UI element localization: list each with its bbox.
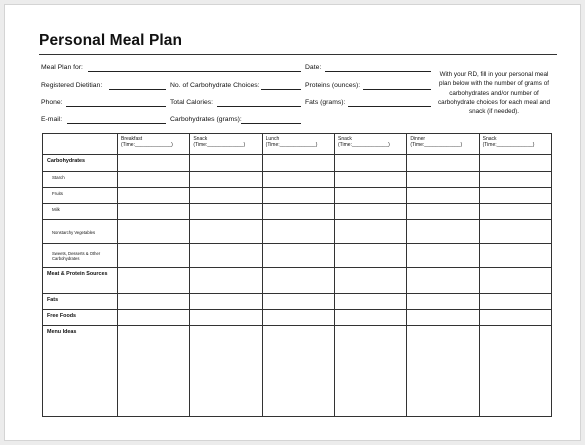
table-cell[interactable] xyxy=(479,204,551,220)
fats-field[interactable] xyxy=(348,106,431,107)
table-cell[interactable] xyxy=(118,220,190,244)
table-cell[interactable] xyxy=(479,220,551,244)
table-cell[interactable] xyxy=(407,326,479,417)
column-time: (Time:_____________) xyxy=(265,142,318,148)
table-cell[interactable] xyxy=(118,188,190,204)
table-cell[interactable] xyxy=(262,244,334,268)
meal-plan-page xyxy=(4,4,581,441)
row-label-milk: Milk xyxy=(43,204,118,220)
table-cell[interactable] xyxy=(334,204,406,220)
registered-dietitian-field[interactable] xyxy=(109,89,166,90)
phone-label: Phone: xyxy=(41,99,63,106)
header-row xyxy=(43,134,552,155)
column-time: (Time:_____________) xyxy=(193,142,246,148)
row-label-free-foods: Free Foods xyxy=(43,310,118,326)
table-cell[interactable] xyxy=(407,294,479,310)
meal-plan-for-field[interactable] xyxy=(88,71,301,72)
table-cell[interactable] xyxy=(190,155,262,172)
table-cell[interactable] xyxy=(479,268,551,294)
table-cell[interactable] xyxy=(262,155,334,172)
date-field[interactable] xyxy=(325,71,431,72)
table-cell[interactable] xyxy=(118,204,190,220)
fats-label: Fats (grams): xyxy=(305,99,346,106)
table-cell[interactable] xyxy=(334,220,406,244)
header-dinner[interactable] xyxy=(407,134,479,155)
row-sweets xyxy=(43,244,552,268)
row-fruits xyxy=(43,188,552,204)
row-carbohydrates xyxy=(43,155,552,172)
table-cell[interactable] xyxy=(190,204,262,220)
table-cell[interactable] xyxy=(479,326,551,417)
total-calories-field[interactable] xyxy=(217,106,301,107)
table-cell[interactable] xyxy=(190,326,262,417)
email-field[interactable] xyxy=(67,123,166,124)
row-label-menu-ideas: Menu Ideas xyxy=(43,326,118,417)
email-label: E-mail: xyxy=(41,116,63,123)
table-cell[interactable] xyxy=(190,172,262,188)
table-cell[interactable] xyxy=(407,244,479,268)
table-cell[interactable] xyxy=(407,188,479,204)
column-time: (Time:_____________) xyxy=(121,142,173,148)
table-cell[interactable] xyxy=(407,268,479,294)
row-milk xyxy=(43,204,552,220)
header-snack-2[interactable] xyxy=(334,134,406,155)
row-label-starch: Starch xyxy=(43,172,118,188)
row-fats xyxy=(43,294,552,310)
registered-dietitian-label: Registered Dietitian: xyxy=(41,82,103,89)
table-cell[interactable] xyxy=(190,294,262,310)
carbohydrates-grams-label: Carbohydrates (grams): xyxy=(170,116,242,123)
table-cell[interactable] xyxy=(479,155,551,172)
table-cell[interactable] xyxy=(334,268,406,294)
table-cell[interactable] xyxy=(479,310,551,326)
column-name: Snack xyxy=(482,136,497,142)
phone-field[interactable] xyxy=(66,106,166,107)
table-cell[interactable] xyxy=(262,310,334,326)
row-free-foods xyxy=(43,310,552,326)
meal-plan-table xyxy=(42,133,552,417)
table-cell[interactable] xyxy=(334,310,406,326)
table-cell[interactable] xyxy=(334,294,406,310)
header-snack-1[interactable] xyxy=(190,134,262,155)
column-time: (Time:_____________) xyxy=(337,142,390,148)
table-cell[interactable] xyxy=(479,172,551,188)
row-label-carbohydrates: Carbohydrates xyxy=(43,155,118,172)
table-cell[interactable] xyxy=(262,172,334,188)
proteins-label: Proteins (ounces): xyxy=(305,82,361,89)
row-label-fruits: Fruits xyxy=(43,188,118,204)
carb-choices-label: No. of Carbohydrate Choices: xyxy=(170,82,260,89)
table-cell[interactable] xyxy=(262,220,334,244)
carbohydrates-grams-field[interactable] xyxy=(241,123,301,124)
table-cell[interactable] xyxy=(118,294,190,310)
table-cell[interactable] xyxy=(190,310,262,326)
table-cell[interactable] xyxy=(262,294,334,310)
table-cell[interactable] xyxy=(190,220,262,244)
title-divider xyxy=(39,54,557,55)
table-cell[interactable] xyxy=(118,326,190,417)
table-cell[interactable] xyxy=(334,172,406,188)
instruction-note: With your RD, fill in your personal meal plan below with the number of grams of carbohydrates and/or number of carbohydrate choices for each meal and snack (if needed). xyxy=(437,71,550,116)
row-label-nonstarchy: Nonstarchy Vegetables xyxy=(43,220,118,244)
proteins-field[interactable] xyxy=(363,89,431,90)
table-cell[interactable] xyxy=(118,155,190,172)
table-cell[interactable] xyxy=(190,268,262,294)
table-cell[interactable] xyxy=(118,172,190,188)
table-cell[interactable] xyxy=(262,268,334,294)
column-name: Breakfast xyxy=(121,136,143,142)
table-cell[interactable] xyxy=(190,188,262,204)
column-name: Snack xyxy=(193,136,208,142)
row-starch xyxy=(43,172,552,188)
carb-choices-field[interactable] xyxy=(261,89,301,90)
table-cell[interactable] xyxy=(334,326,406,417)
column-name: Lunch xyxy=(265,136,280,142)
total-calories-label: Total Calories: xyxy=(170,99,214,106)
table-cell[interactable] xyxy=(262,326,334,417)
table-cell[interactable] xyxy=(407,310,479,326)
table-cell[interactable] xyxy=(262,204,334,220)
row-label-fats: Fats xyxy=(43,294,118,310)
date-label: Date: xyxy=(305,64,322,71)
table-cell[interactable] xyxy=(407,172,479,188)
table-cell[interactable] xyxy=(407,204,479,220)
table-cell[interactable] xyxy=(118,268,190,294)
table-cell[interactable] xyxy=(118,310,190,326)
table-cell[interactable] xyxy=(479,244,551,268)
table-cell[interactable] xyxy=(262,188,334,204)
column-time: (Time:_____________) xyxy=(410,142,463,148)
row-label-meat-protein: Meat & Protein Sources xyxy=(43,268,118,294)
header-corner-cell xyxy=(43,134,118,155)
row-meat-protein xyxy=(43,268,552,294)
table-cell[interactable] xyxy=(334,155,406,172)
row-label-sweets: Sweets, Desserts & Other Carbohydrates xyxy=(43,244,118,268)
column-name: Dinner xyxy=(410,136,426,142)
header-breakfast[interactable] xyxy=(118,134,190,155)
table-cell[interactable] xyxy=(334,188,406,204)
row-nonstarchy-vegetables xyxy=(43,220,552,244)
table-cell[interactable] xyxy=(190,244,262,268)
table-cell[interactable] xyxy=(407,155,479,172)
row-menu-ideas xyxy=(43,326,552,417)
table-cell[interactable] xyxy=(118,244,190,268)
table-cell[interactable] xyxy=(479,294,551,310)
page-title: Personal Meal Plan xyxy=(39,32,183,49)
table-cell[interactable] xyxy=(407,220,479,244)
column-time: (Time:_____________) xyxy=(482,142,535,148)
meal-plan-for-label: Meal Plan for: xyxy=(41,64,83,71)
table-cell[interactable] xyxy=(334,244,406,268)
column-name: Snack xyxy=(337,136,352,142)
header-snack-3[interactable] xyxy=(479,134,551,155)
table-cell[interactable] xyxy=(479,188,551,204)
header-lunch[interactable] xyxy=(262,134,334,155)
